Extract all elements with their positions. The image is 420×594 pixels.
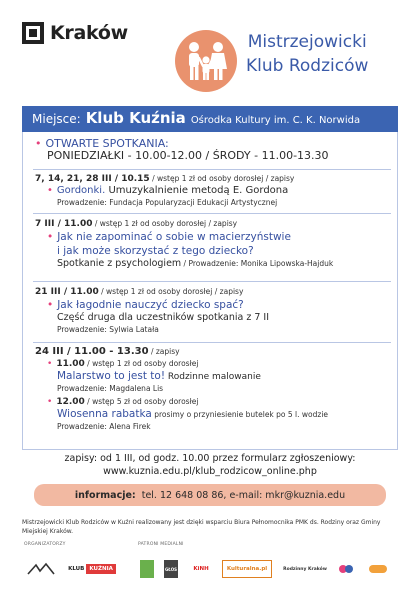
sleep-subtitle: Część druga dla uczestników spotkania z 7 II xyxy=(57,312,270,323)
open-meetings-schedule: PONIEDZIAŁKI - 10.00-12.00 / ŚRODY - 11.00-13.30 xyxy=(47,149,329,162)
gordonki-dates: 7, 14, 21, 28 III / 10.15 xyxy=(35,174,150,184)
contact-info-bar xyxy=(34,484,386,506)
psych-subtitle: Spotkanie z psychologiem xyxy=(57,258,182,269)
psych-lead: / Prowadzenie: Monika Lipowska-Hajduk xyxy=(181,259,334,268)
bullet-icon: • xyxy=(47,397,53,407)
contact-label: informacje: xyxy=(74,489,136,501)
psych-title-line2: i jak może skorzystać z tego dziecko? xyxy=(57,245,254,257)
patron-logo-green xyxy=(140,560,154,578)
divider xyxy=(33,342,391,343)
klub-kuznia-logo xyxy=(64,560,120,578)
gordonki-lead: Prowadzenie: Fundacja Popularyzacji Edukacji Artystycznej xyxy=(57,198,278,207)
item2-note: / wstęp 5 zł od osoby dorosłej xyxy=(84,397,199,406)
gordonki-section xyxy=(35,173,391,209)
knh-logo: KiNH xyxy=(193,566,209,572)
divider xyxy=(33,169,391,170)
okn-logo xyxy=(24,560,58,578)
program-box xyxy=(22,132,398,450)
patron-logo-dziecko xyxy=(366,560,390,578)
signup-info xyxy=(22,452,398,478)
kulturalna-logo: Kulturalna.pl xyxy=(222,560,272,578)
rodzinny-krakow-logo: Rodzinny Kraków xyxy=(283,566,327,572)
march24-note: / zapisy xyxy=(148,347,180,356)
divider xyxy=(33,281,391,282)
patrons-label: PATRONI MEDIALNI xyxy=(138,542,184,547)
glos-logo: GŁOS xyxy=(164,560,178,578)
item1-time: 11.00 xyxy=(56,359,85,369)
place-banner xyxy=(22,106,398,132)
item2-lead: Prowadzenie: Alena Firek xyxy=(57,422,151,431)
bullet-icon: • xyxy=(35,137,42,150)
krakow-emblem-icon xyxy=(22,22,44,44)
gordonki-title: Gordonki. xyxy=(56,185,106,196)
gordonki-note: / wstęp 1 zł od osoby dorosłej / zapisy xyxy=(149,174,295,183)
place-club-name: Klub Kuźnia xyxy=(85,109,186,127)
item2-title: Wiosenna rabatka xyxy=(57,408,152,420)
bullet-icon: • xyxy=(47,185,53,196)
bullet-icon: • xyxy=(47,299,54,311)
psychology-section xyxy=(35,218,391,270)
klub-kuznia-logo-klub: KLUB xyxy=(68,566,85,572)
item2-subtitle: prosimy o przyniesienie butelek po 5 l. wodzie xyxy=(151,410,329,419)
krakow-logo xyxy=(22,22,128,44)
sleep-note: / wstęp 1 zł od osoby dorosłej / zapisy xyxy=(98,287,244,296)
march24-section xyxy=(35,346,391,433)
psych-title-line1: Jak nie zapominać o sobie w macierzyństwie xyxy=(57,231,291,243)
item1-lead: Prowadzenie: Magdalena Lis xyxy=(57,384,164,393)
sleep-section xyxy=(35,286,391,336)
open-meetings-section xyxy=(35,138,391,162)
signup-url[interactable]: www.kuznia.edu.pl/klub_rodzicow_online.php xyxy=(103,466,317,477)
club-title xyxy=(246,30,368,78)
gordonki-subtitle: Umuzykalnienie metodą E. Gordona xyxy=(105,185,289,196)
club-title-line2: Klub Rodziców xyxy=(246,56,369,76)
organizers-label: ORGANIZATORZY xyxy=(24,542,66,547)
item1-subtitle: Rodzinne malowanie xyxy=(165,372,261,382)
open-meetings-title: OTWARTE SPOTKANIA: xyxy=(45,137,169,150)
contact-details[interactable]: tel. 12 648 08 86, e-mail: mkr@kuznia.edu xyxy=(141,489,346,501)
patron-logo-mama xyxy=(336,560,356,578)
item2-time: 12.00 xyxy=(56,397,85,407)
sleep-title: Jak łagodnie nauczyć dziecko spać? xyxy=(57,299,244,311)
club-title-line1: Mistrzejowicki xyxy=(247,32,367,52)
place-label: Miejsce: xyxy=(32,112,81,126)
bullet-icon: • xyxy=(47,231,54,243)
signup-line1: zapisy: od 1 III, od godz. 10.00 przez formularz zgłoszeniowy: xyxy=(64,453,356,464)
sleep-lead: Prowadzenie: Sylwia Latała xyxy=(57,325,159,334)
divider xyxy=(33,213,391,214)
bullet-icon: • xyxy=(47,359,53,369)
place-institution: Ośrodka Kultury im. C. K. Norwida xyxy=(190,115,361,126)
psych-dates: 7 III / 11.00 xyxy=(35,219,93,229)
sleep-dates: 21 III / 11.00 xyxy=(35,287,99,297)
march24-dates: 24 III / 11.00 - 13.30 xyxy=(35,346,149,357)
psych-note: / wstęp 1 zł od osoby dorosłej / zapisy xyxy=(92,219,238,228)
funding-footnote: Mistrzejowicki Klub Rodziców w Kuźni realizowany jest dzięki wsparciu Biura Pełnomocnika PMK ds. Rodziny oraz Gminy Miejskiej Kraków. xyxy=(22,519,381,535)
item1-note: / wstęp 1 zł od osoby dorosłej xyxy=(84,359,199,368)
krakow-logo-text: Kraków xyxy=(50,22,128,44)
family-icon xyxy=(175,30,237,92)
item1-title: Malarstwo to jest to! xyxy=(57,370,166,382)
klub-kuznia-logo-kuznia: KUŹNIA xyxy=(86,564,116,574)
